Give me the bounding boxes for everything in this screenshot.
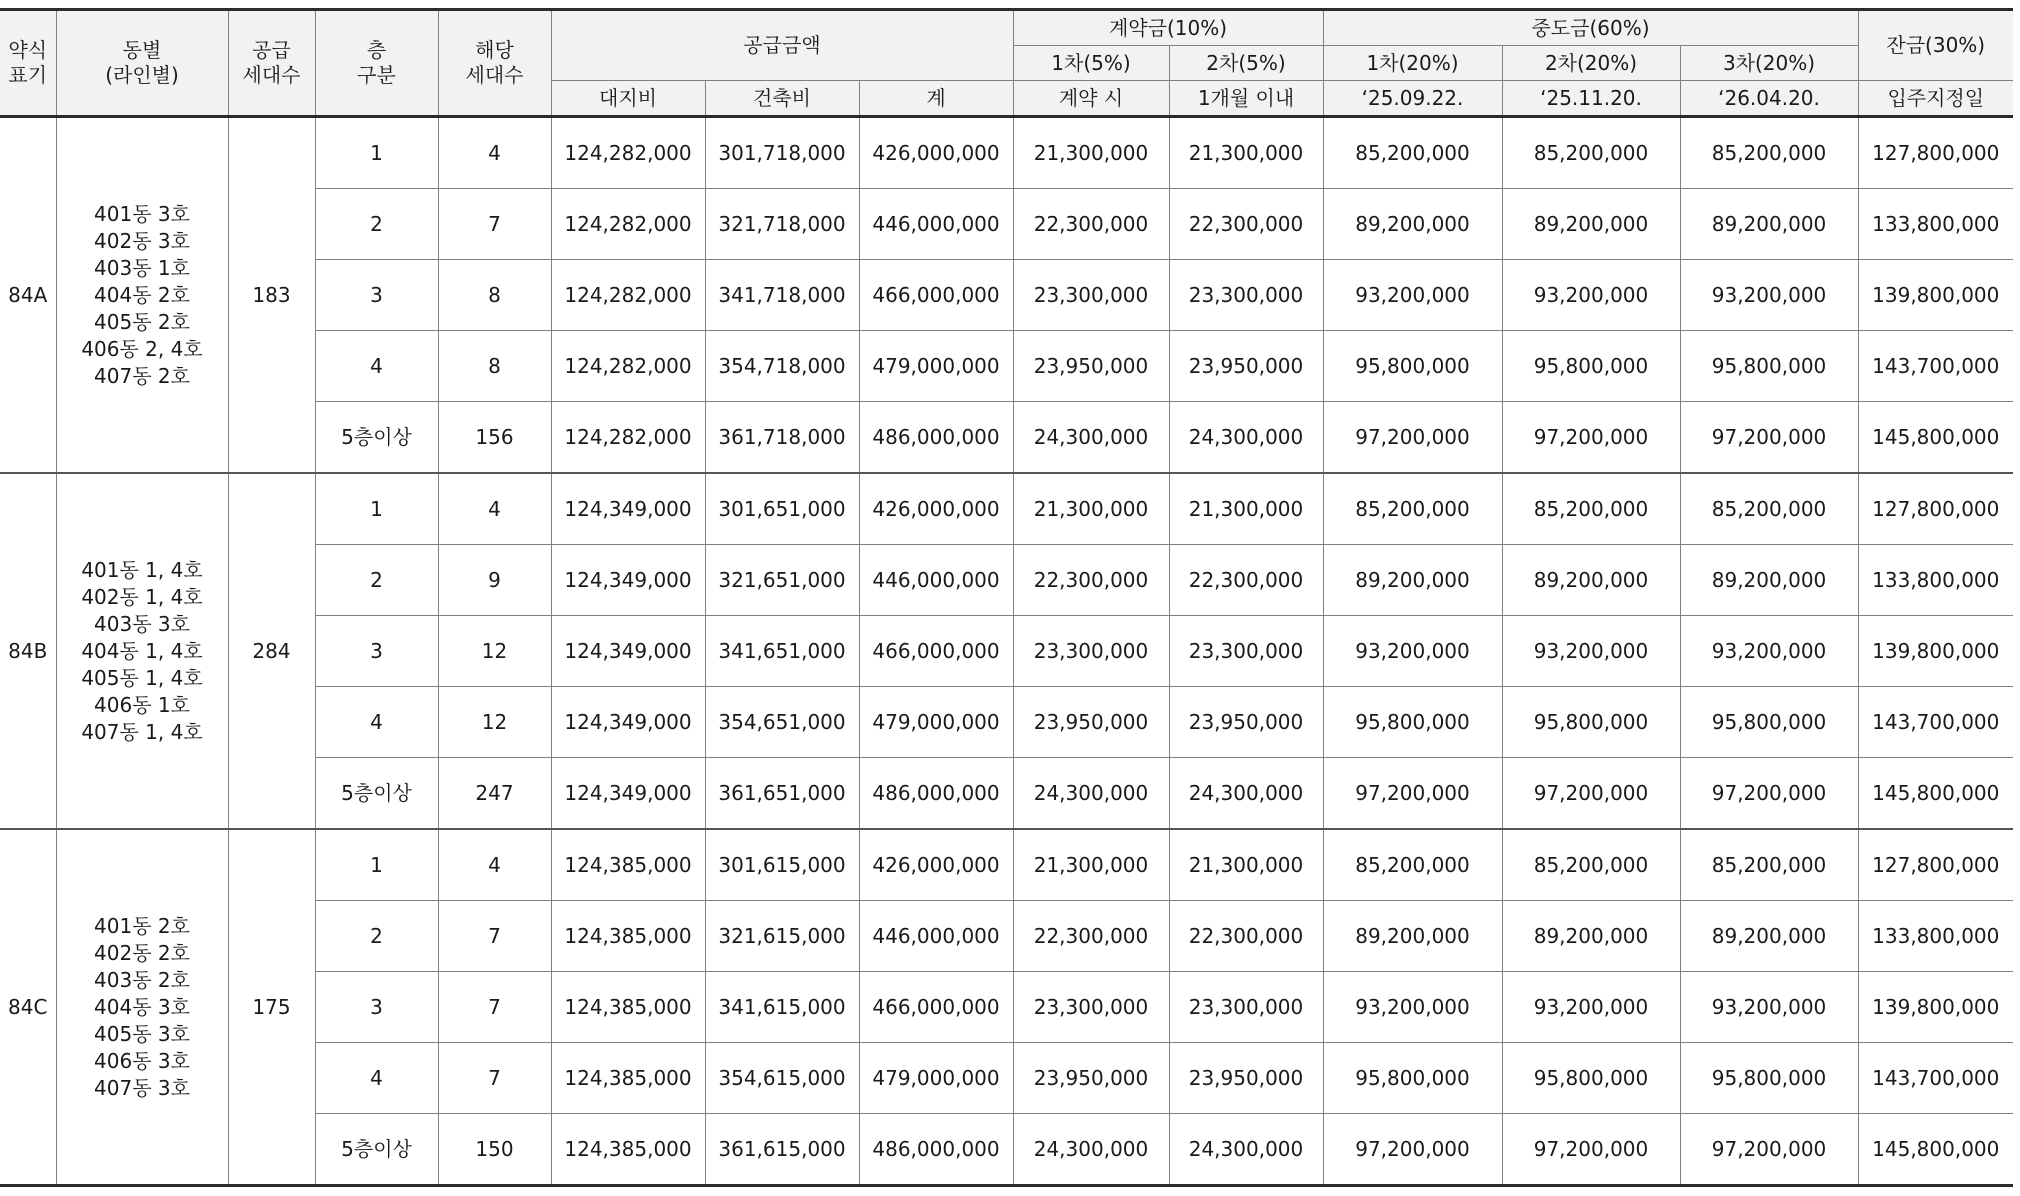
middle-3-cell: 95,800,000 xyxy=(1680,687,1858,758)
dong-lines-cell: 401동 3호 402동 3호 403동 1호 404동 2호 405동 2호 406동 2, 4호 407동 2호 xyxy=(56,117,228,474)
floor-cell: 2 xyxy=(315,545,438,616)
middle-2-cell: 85,200,000 xyxy=(1502,117,1680,189)
header-middle-1-date: ‘25.09.22. xyxy=(1323,81,1502,117)
building-cell: 321,651,000 xyxy=(705,545,859,616)
floor-cell: 2 xyxy=(315,189,438,260)
balance-cell: 143,700,000 xyxy=(1858,1043,2013,1114)
land-cell: 124,282,000 xyxy=(551,402,705,474)
middle-2-cell: 89,200,000 xyxy=(1502,901,1680,972)
type-abbr-cell: 84B xyxy=(0,473,56,829)
land-cell: 124,385,000 xyxy=(551,1114,705,1186)
middle-3-cell: 95,800,000 xyxy=(1680,1043,1858,1114)
header-abbr: 약식 표기 xyxy=(0,10,56,117)
building-cell: 341,718,000 xyxy=(705,260,859,331)
deposit-2-cell: 23,300,000 xyxy=(1169,260,1323,331)
balance-cell: 133,800,000 xyxy=(1858,189,2013,260)
deposit-1-cell: 22,300,000 xyxy=(1013,545,1169,616)
building-cell: 321,718,000 xyxy=(705,189,859,260)
deposit-2-cell: 21,300,000 xyxy=(1169,473,1323,545)
header-units: 해당 세대수 xyxy=(438,10,551,117)
type-abbr-cell: 84A xyxy=(0,117,56,474)
table-row xyxy=(0,829,2013,901)
deposit-2-cell: 24,300,000 xyxy=(1169,1114,1323,1186)
total-cell: 466,000,000 xyxy=(859,260,1013,331)
units-cell: 7 xyxy=(438,972,551,1043)
middle-1-cell: 93,200,000 xyxy=(1323,616,1502,687)
balance-cell: 127,800,000 xyxy=(1858,117,2013,189)
units-cell: 247 xyxy=(438,758,551,830)
total-cell: 486,000,000 xyxy=(859,402,1013,474)
deposit-1-cell: 21,300,000 xyxy=(1013,473,1169,545)
balance-cell: 133,800,000 xyxy=(1858,545,2013,616)
header-middle-3: 3차(20%) xyxy=(1680,46,1858,81)
deposit-1-cell: 23,300,000 xyxy=(1013,260,1169,331)
total-cell: 486,000,000 xyxy=(859,758,1013,830)
middle-3-cell: 85,200,000 xyxy=(1680,829,1858,901)
deposit-1-cell: 23,950,000 xyxy=(1013,1043,1169,1114)
building-cell: 354,651,000 xyxy=(705,687,859,758)
units-cell: 7 xyxy=(438,901,551,972)
header-middle-2-date: ‘25.11.20. xyxy=(1502,81,1680,117)
land-cell: 124,349,000 xyxy=(551,545,705,616)
total-cell: 466,000,000 xyxy=(859,972,1013,1043)
balance-cell: 143,700,000 xyxy=(1858,331,2013,402)
deposit-2-cell: 22,300,000 xyxy=(1169,901,1323,972)
floor-cell: 1 xyxy=(315,829,438,901)
total-cell: 479,000,000 xyxy=(859,687,1013,758)
header-deposit: 계약금(10%) xyxy=(1013,10,1323,46)
balance-cell: 139,800,000 xyxy=(1858,616,2013,687)
floor-cell: 3 xyxy=(315,972,438,1043)
middle-1-cell: 97,200,000 xyxy=(1323,1114,1502,1186)
deposit-2-cell: 22,300,000 xyxy=(1169,545,1323,616)
total-cell: 446,000,000 xyxy=(859,545,1013,616)
building-cell: 354,718,000 xyxy=(705,331,859,402)
table-row xyxy=(0,117,2013,189)
total-cell: 466,000,000 xyxy=(859,616,1013,687)
deposit-2-cell: 23,950,000 xyxy=(1169,331,1323,402)
middle-1-cell: 89,200,000 xyxy=(1323,901,1502,972)
header-total: 계 xyxy=(859,81,1013,117)
header-land: 대지비 xyxy=(551,81,705,117)
middle-2-cell: 85,200,000 xyxy=(1502,473,1680,545)
units-cell: 4 xyxy=(438,829,551,901)
units-cell: 156 xyxy=(438,402,551,474)
middle-1-cell: 85,200,000 xyxy=(1323,829,1502,901)
balance-cell: 127,800,000 xyxy=(1858,829,2013,901)
deposit-1-cell: 24,300,000 xyxy=(1013,758,1169,830)
land-cell: 124,385,000 xyxy=(551,1043,705,1114)
total-cell: 446,000,000 xyxy=(859,189,1013,260)
middle-1-cell: 89,200,000 xyxy=(1323,545,1502,616)
units-cell: 8 xyxy=(438,260,551,331)
floor-cell: 1 xyxy=(315,473,438,545)
middle-2-cell: 85,200,000 xyxy=(1502,829,1680,901)
header-supply-units: 공급 세대수 xyxy=(228,10,315,117)
middle-3-cell: 85,200,000 xyxy=(1680,473,1858,545)
middle-1-cell: 97,200,000 xyxy=(1323,758,1502,830)
middle-2-cell: 93,200,000 xyxy=(1502,616,1680,687)
middle-1-cell: 95,800,000 xyxy=(1323,1043,1502,1114)
total-cell: 486,000,000 xyxy=(859,1114,1013,1186)
floor-cell: 4 xyxy=(315,331,438,402)
balance-cell: 145,800,000 xyxy=(1858,402,2013,474)
land-cell: 124,349,000 xyxy=(551,758,705,830)
table-header xyxy=(0,10,2013,117)
deposit-1-cell: 24,300,000 xyxy=(1013,1114,1169,1186)
building-cell: 301,651,000 xyxy=(705,473,859,545)
balance-cell: 139,800,000 xyxy=(1858,260,2013,331)
floor-cell: 3 xyxy=(315,616,438,687)
deposit-1-cell: 23,950,000 xyxy=(1013,331,1169,402)
dong-lines-cell: 401동 1, 4호 402동 1, 4호 403동 3호 404동 1, 4호 405동 1, 4호 406동 1호 407동 1, 4호 xyxy=(56,473,228,829)
building-cell: 361,651,000 xyxy=(705,758,859,830)
middle-2-cell: 93,200,000 xyxy=(1502,972,1680,1043)
total-cell: 446,000,000 xyxy=(859,901,1013,972)
land-cell: 124,349,000 xyxy=(551,616,705,687)
deposit-1-cell: 23,950,000 xyxy=(1013,687,1169,758)
units-cell: 12 xyxy=(438,616,551,687)
building-cell: 361,718,000 xyxy=(705,402,859,474)
price-table-container xyxy=(0,8,2013,1187)
building-cell: 321,615,000 xyxy=(705,901,859,972)
deposit-1-cell: 22,300,000 xyxy=(1013,901,1169,972)
units-cell: 4 xyxy=(438,473,551,545)
middle-2-cell: 95,800,000 xyxy=(1502,1043,1680,1114)
header-deposit-2-when: 1개월 이내 xyxy=(1169,81,1323,117)
units-cell: 9 xyxy=(438,545,551,616)
floor-cell: 1 xyxy=(315,117,438,189)
balance-cell: 127,800,000 xyxy=(1858,473,2013,545)
dong-lines-cell: 401동 2호 402동 2호 403동 2호 404동 3호 405동 3호 406동 3호 407동 3호 xyxy=(56,829,228,1186)
middle-3-cell: 97,200,000 xyxy=(1680,1114,1858,1186)
deposit-1-cell: 21,300,000 xyxy=(1013,829,1169,901)
header-middle-payment: 중도금(60%) xyxy=(1323,10,1858,46)
middle-2-cell: 95,800,000 xyxy=(1502,331,1680,402)
units-cell: 8 xyxy=(438,331,551,402)
header-floor: 층 구분 xyxy=(315,10,438,117)
deposit-1-cell: 24,300,000 xyxy=(1013,402,1169,474)
land-cell: 124,282,000 xyxy=(551,189,705,260)
middle-1-cell: 95,800,000 xyxy=(1323,331,1502,402)
middle-1-cell: 95,800,000 xyxy=(1323,687,1502,758)
units-cell: 12 xyxy=(438,687,551,758)
supply-units-cell: 284 xyxy=(228,473,315,829)
table-row xyxy=(0,473,2013,545)
floor-cell: 4 xyxy=(315,687,438,758)
middle-2-cell: 97,200,000 xyxy=(1502,758,1680,830)
header-building: 건축비 xyxy=(705,81,859,117)
deposit-2-cell: 22,300,000 xyxy=(1169,189,1323,260)
floor-cell: 5층이상 xyxy=(315,402,438,474)
deposit-2-cell: 24,300,000 xyxy=(1169,402,1323,474)
middle-1-cell: 93,200,000 xyxy=(1323,972,1502,1043)
middle-3-cell: 93,200,000 xyxy=(1680,616,1858,687)
deposit-2-cell: 24,300,000 xyxy=(1169,758,1323,830)
middle-1-cell: 93,200,000 xyxy=(1323,260,1502,331)
floor-cell: 5층이상 xyxy=(315,758,438,830)
units-cell: 7 xyxy=(438,189,551,260)
land-cell: 124,282,000 xyxy=(551,117,705,189)
floor-cell: 2 xyxy=(315,901,438,972)
middle-2-cell: 95,800,000 xyxy=(1502,687,1680,758)
type-abbr-cell: 84C xyxy=(0,829,56,1186)
header-supply-price: 공급금액 xyxy=(551,10,1013,81)
total-cell: 426,000,000 xyxy=(859,117,1013,189)
table-body xyxy=(0,117,2013,1186)
land-cell: 124,282,000 xyxy=(551,331,705,402)
middle-3-cell: 89,200,000 xyxy=(1680,189,1858,260)
building-cell: 341,615,000 xyxy=(705,972,859,1043)
header-dong: 동별 (라인별) xyxy=(56,10,228,117)
land-cell: 124,282,000 xyxy=(551,260,705,331)
supply-price-table xyxy=(0,8,2013,1187)
middle-3-cell: 89,200,000 xyxy=(1680,901,1858,972)
middle-3-cell: 97,200,000 xyxy=(1680,758,1858,830)
deposit-2-cell: 23,950,000 xyxy=(1169,687,1323,758)
balance-cell: 145,800,000 xyxy=(1858,1114,2013,1186)
floor-cell: 3 xyxy=(315,260,438,331)
deposit-2-cell: 23,950,000 xyxy=(1169,1043,1323,1114)
middle-1-cell: 85,200,000 xyxy=(1323,117,1502,189)
land-cell: 124,385,000 xyxy=(551,972,705,1043)
header-middle-2: 2차(20%) xyxy=(1502,46,1680,81)
middle-1-cell: 85,200,000 xyxy=(1323,473,1502,545)
balance-cell: 133,800,000 xyxy=(1858,901,2013,972)
header-balance-when: 입주지정일 xyxy=(1858,81,2013,117)
land-cell: 124,385,000 xyxy=(551,829,705,901)
deposit-2-cell: 21,300,000 xyxy=(1169,829,1323,901)
land-cell: 124,349,000 xyxy=(551,473,705,545)
middle-3-cell: 95,800,000 xyxy=(1680,331,1858,402)
middle-1-cell: 89,200,000 xyxy=(1323,189,1502,260)
deposit-2-cell: 21,300,000 xyxy=(1169,117,1323,189)
deposit-1-cell: 23,300,000 xyxy=(1013,616,1169,687)
total-cell: 479,000,000 xyxy=(859,1043,1013,1114)
header-deposit-1: 1차(5%) xyxy=(1013,46,1169,81)
deposit-1-cell: 22,300,000 xyxy=(1013,189,1169,260)
deposit-1-cell: 23,300,000 xyxy=(1013,972,1169,1043)
middle-3-cell: 93,200,000 xyxy=(1680,972,1858,1043)
middle-1-cell: 97,200,000 xyxy=(1323,402,1502,474)
total-cell: 479,000,000 xyxy=(859,331,1013,402)
total-cell: 426,000,000 xyxy=(859,473,1013,545)
land-cell: 124,385,000 xyxy=(551,901,705,972)
middle-2-cell: 89,200,000 xyxy=(1502,189,1680,260)
supply-units-cell: 175 xyxy=(228,829,315,1186)
header-middle-1: 1차(20%) xyxy=(1323,46,1502,81)
middle-3-cell: 97,200,000 xyxy=(1680,402,1858,474)
total-cell: 426,000,000 xyxy=(859,829,1013,901)
building-cell: 354,615,000 xyxy=(705,1043,859,1114)
balance-cell: 143,700,000 xyxy=(1858,687,2013,758)
balance-cell: 145,800,000 xyxy=(1858,758,2013,830)
header-middle-3-date: ‘26.04.20. xyxy=(1680,81,1858,117)
floor-cell: 5층이상 xyxy=(315,1114,438,1186)
deposit-1-cell: 21,300,000 xyxy=(1013,117,1169,189)
units-cell: 4 xyxy=(438,117,551,189)
balance-cell: 139,800,000 xyxy=(1858,972,2013,1043)
floor-cell: 4 xyxy=(315,1043,438,1114)
deposit-2-cell: 23,300,000 xyxy=(1169,972,1323,1043)
building-cell: 361,615,000 xyxy=(705,1114,859,1186)
header-deposit-1-when: 계약 시 xyxy=(1013,81,1169,117)
middle-3-cell: 89,200,000 xyxy=(1680,545,1858,616)
building-cell: 301,615,000 xyxy=(705,829,859,901)
header-balance: 잔금(30%) xyxy=(1858,10,2013,81)
middle-2-cell: 93,200,000 xyxy=(1502,260,1680,331)
units-cell: 150 xyxy=(438,1114,551,1186)
supply-units-cell: 183 xyxy=(228,117,315,474)
building-cell: 301,718,000 xyxy=(705,117,859,189)
deposit-2-cell: 23,300,000 xyxy=(1169,616,1323,687)
middle-2-cell: 97,200,000 xyxy=(1502,402,1680,474)
middle-3-cell: 93,200,000 xyxy=(1680,260,1858,331)
header-deposit-2: 2차(5%) xyxy=(1169,46,1323,81)
middle-2-cell: 89,200,000 xyxy=(1502,545,1680,616)
building-cell: 341,651,000 xyxy=(705,616,859,687)
middle-2-cell: 97,200,000 xyxy=(1502,1114,1680,1186)
units-cell: 7 xyxy=(438,1043,551,1114)
land-cell: 124,349,000 xyxy=(551,687,705,758)
middle-3-cell: 85,200,000 xyxy=(1680,117,1858,189)
